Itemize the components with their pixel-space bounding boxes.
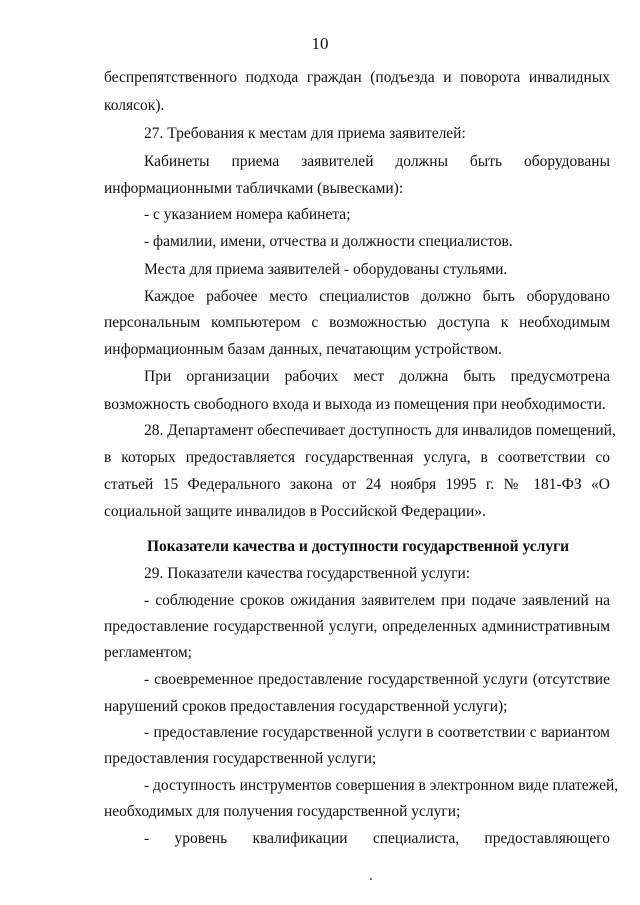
paragraph-line: колясок). [104,97,165,114]
section-29-title: 29. Показатели качества государственной услуги: [144,565,471,582]
paragraph-line: информационными табличками (вывесками): [104,180,404,197]
list-item: - с указанием номера кабинета; [144,206,351,223]
paragraph-line: предоставление государственной услуги, определенных административным [104,618,610,635]
paragraph-line: предоставления государственной услуги; [104,750,377,767]
list-item: - уровень квалификации специалиста, предоставляющего [144,830,610,847]
paragraph-line: персональным компьютером с возможностью доступа к необходимым [104,314,610,331]
section-28-line: 28. Департамент обеспечивает доступность для инвалидов помещений, [144,422,616,439]
paragraph-line: информационным базам данных, печатающим устройством. [104,341,503,358]
paragraph-line: статьей 15 Федерального закона от 24 ноября 1995 г. № 181-ФЗ «О [104,476,610,493]
paragraph-line: При организации рабочих мест должна быть предусмотрена [144,368,610,385]
paragraph-line: нарушений сроков предоставления государственной услуги); [104,698,508,715]
section-27-title: 27. Требования к местам для приема заявителей: [144,125,466,142]
scan-speck [370,878,372,880]
list-item: - своевременное предоставление государственной услуги (отсутствие [144,671,610,688]
list-item: - соблюдение сроков ожидания заявителем при подаче заявлений на [144,592,610,609]
list-item: - фамилии, имени, отчества и должности специалистов. [144,233,513,250]
list-item: - предоставление государственной услуги в соответствии с вариантом [144,724,610,741]
list-item: - доступность инструментов совершения в электронном виде платежей, [144,777,619,794]
page-number: 10 [311,34,329,53]
paragraph-line: возможность свободного входа и выхода из помещения при необходимости. [104,396,606,413]
paragraph-line: Места для приема заявителей - оборудованы стульями. [144,261,508,278]
paragraph-line: беспрепятственного подхода граждан (подъезда и поворота инвалидных [104,69,610,86]
paragraph-line: Кабинеты приема заявителей должны быть оборудованы [144,153,610,170]
paragraph-line: социальной защите инвалидов в Российской Федерации». [104,503,486,520]
paragraph-line: в которых предоставляется государственная услуга, в соответствии со [104,449,610,466]
paragraph-line: необходимых для получения государственной услуги; [104,803,461,820]
paragraph-line: Каждое рабочее место специалистов должно быть оборудовано [144,288,610,305]
section-heading: Показатели качества и доступности государственной услуги [146,538,570,555]
paragraph-line: регламентом; [104,644,192,661]
